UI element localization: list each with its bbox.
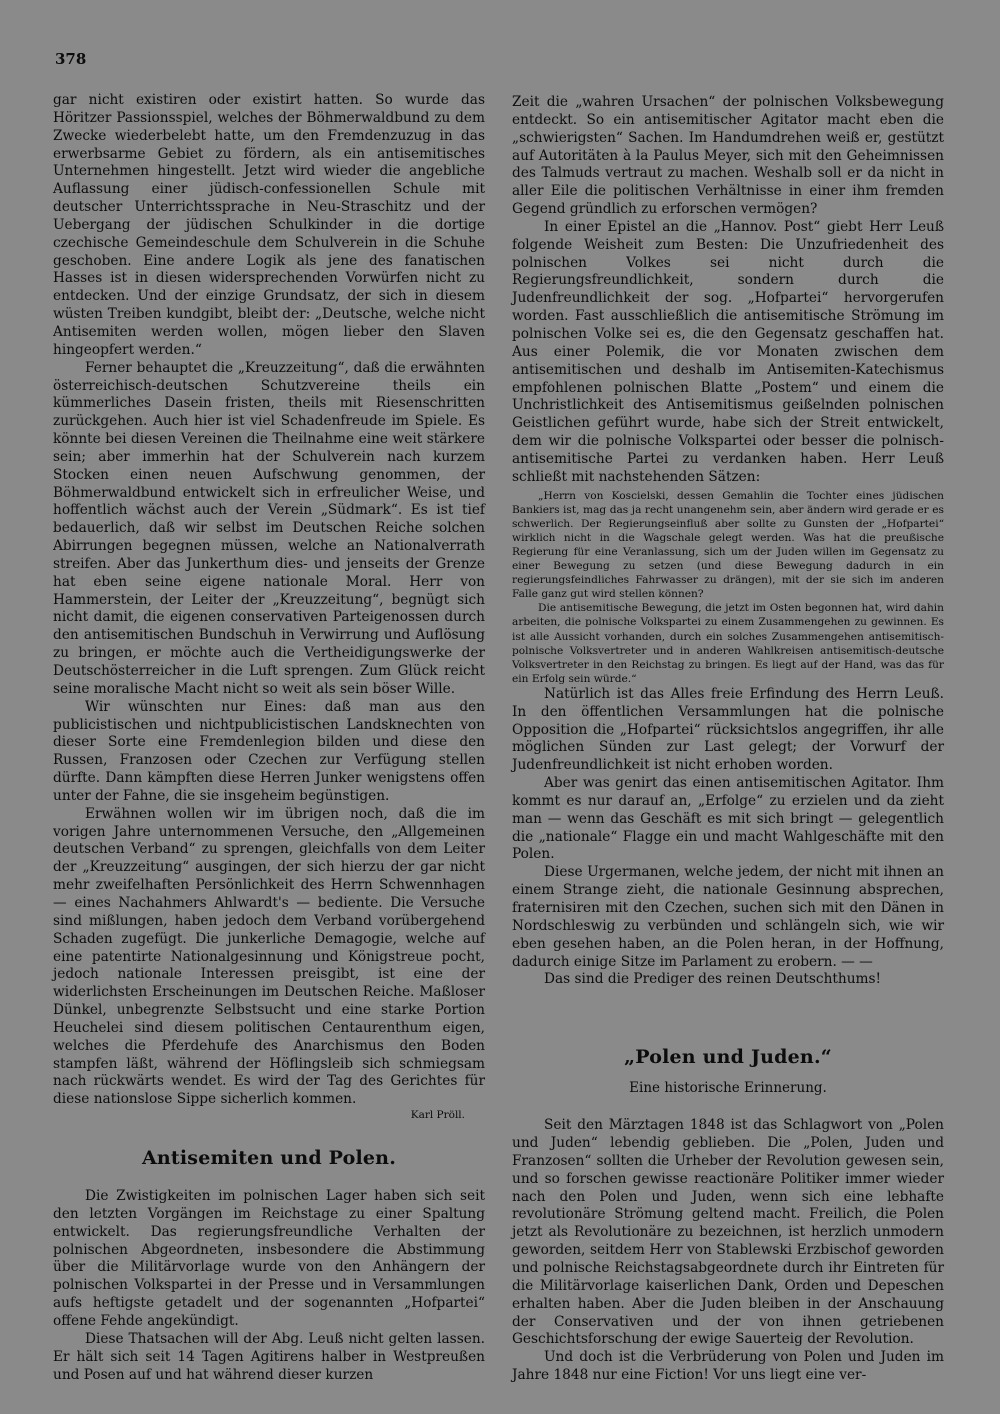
left-paragraph-3: Wir wünschten nur Eines: daß man aus den publicistischen und nichtpublicistischen Landsknechten von dieser Sorte eine Fremdenlegion bilden und diese den Russen, Franzosen oder Czechen zur Verfügung stellen dürfte. Dann kämpften diese Herren Junker wenigstens offen unter der Fahne, die sie insgeheim begünstigen. (53, 698, 485, 804)
right-column (512, 94, 944, 1385)
right-paragraph-7: Seit den Märztagen 1848 ist das Schlagwort von „Polen und Juden“ lebendig geblieben. Die „Polen, Juden und Franzosen“ sollten die Urheber der Revolution gewesen sein, und so forschen gewisse reactionäre Politiker immer wieder nach den Polen und Juden, wenn sich eine lebhafte revolutionäre Strömung geltend macht. Freilich, die Polen jetzt als Revolutionäre zu bezeichnen, ist herzlich unmodern geworden, seitdem Herr von Stablewski Erzbischof geworden und polnische Reichstagsabgeordnete durch ihr Eintreten für die Militärvorlage kaiserlichen Dank, Orden und Depeschen erhalten haben. Aber die Juden bleiben in der Anschauung der Conservativen und der von ihnen getriebenen Geschichtsforschung der ewige Sauerteig der Revolution. (512, 1117, 944, 1348)
right-paragraph-2: In einer Epistel an die „Hannov. Post“ giebt Herr Leuß folgende Weisheit zum Besten: Die Unzufriedenheit des polnischen Volkes sei nicht durch die Regierungsfreundlichkeit, sondern durch die Judenfreundlichkeit der sog. „Hofpartei“ hervorgerufen worden. Fast ausschließlich die antisemitische Strömung im polnischen Volke sei es, die den Gegensatz geschaffen hat. Aus einer Polemik, die vor Monaten zwischen dem antisemitischen und deshalb im Antisemiten-Katechismus empfohlenen polnischen Blatte „Postem“ und einem die Unchristlichkeit des Antisemitismus geißelnden polnischen Geistlichen geführt wurde, habe sich der Streit entwickelt, dem wir die polnische Volkspartei oder besser die polnisch-antisemitische Partei zu verdanken haben. Herr Leuß schließt mit nachstehenden Sätzen: (512, 218, 944, 485)
right-paragraph-4: Aber was genirt das einen antisemitischen Agitator. Ihm kommt es nur darauf an, „Erfolge“ zu erzielen und da zieht man — wenn das Geschäft es mit sich bringt — gelegentlich die „nationale“ Flagge ein und macht Wahlgeschäfte mit den Polen. (512, 775, 944, 863)
article-heading-antisemiten: Antisemiten und Polen. (141, 1147, 397, 1170)
left-paragraph-1: gar nicht existiren oder existirt hatten. So wurde das Höritzer Passionsspiel, welches der Böhmerwaldbund zu dem Zwecke wiederbelebt hatte, um den Fremdenzuzug in das erwerbsarme Gebiet zu fördern, als ein antisemitisches Unternehmen hingestellt. Jetzt wird wieder die angebliche Auflassung einer jüdisch-confessionellen Schule mit deutscher Unterrichtssprache in Neu-Straschitz und der Uebergang der jüdischen Schulkinder in die dortige czechische Gemeindeschule dem Schulverein in die Schuhe geschoben. Eine andere Logik als jene des fanatischen Hasses ist in diesen widersprechenden Vorwürfen nicht zu entdecken. Und der einzige Grundsatz, der sich in diesem wüsten Treiben kundgibt, bleibt der: „Deutsche, welche nicht Antisemiten werden wollen, mögen lieber den Slaven hingeopfert werden.“ (53, 92, 485, 358)
right-paragraph-3: Natürlich ist das Alles freie Erfindung des Herrn Leuß. In den öffentlichen Versammlungen hat die polnische Opposition die „Hofpartei“ rücksichtslos angegriffen, ihr alle möglichen Sünden zur Last gelegt; der Vorwurf der Judenfreundlichkeit ist nicht erhoben worden. (512, 685, 944, 774)
right-paragraph-6: Das sind die Prediger des reinen Deutschthums! (544, 971, 882, 988)
article-heading-polen-und-juden: „Polen und Juden.“ (624, 1046, 832, 1069)
right-paragraph-8: Und doch ist die Verbrüderung von Polen und Juden im Jahre 1848 nur eine Fiction! Vor uns liegt eine ver- (512, 1349, 944, 1384)
article-author: Karl Pröll. (410, 1109, 465, 1122)
left-paragraph-5: Die Zwistigkeiten im polnischen Lager haben sich seit den letzten Vorgängen im Reichstage zu einer Spaltung entwickelt. Das regierungsfreundliche Verhalten der polnischen Abgeordneten, insbesondere die Abstimmung über die Militärvorlage wurde von den Anhängern der polnischen Volkspartei in der Presse und in Versammlungen aufs heftigste getadelt und der sogenannten „Hofpartei“ offene Fehde angekündigt. (53, 1188, 485, 1329)
article-subheading: Eine historische Erinnerung. (629, 1080, 827, 1097)
left-paragraph-6: Diese Thatsachen will der Abg. Leuß nicht gelten lassen. Er hält sich seit 14 Tagen Agitirens halber in Westpreußen und Posen auf und hat während dieser kurzen (53, 1330, 485, 1383)
quote-paragraph-2: Die antisemitische Bewegung, die jetzt im Osten begonnen hat, wird dahin arbeiten, die polnische Volkspartei zu einem Zusammengehen zu gewinnen. Es ist alle Aussicht vorhanden, durch ein solches Zusammengehen antisemitisch-polnische Volksvertreter und in anderen Wahlkreisen antisemitisch-deutsche Volksvertreter in den Reichstag zu bringen. Es liegt auf der Hand, was das für ein Erfolg sein würde.“ (512, 602, 944, 685)
left-column (53, 92, 485, 1384)
left-paragraph-2: Ferner behauptet die „Kreuzzeitung“, daß die erwähnten österreichisch-deutschen Schutzvereine theils ein kümmerliches Dasein fristen, theils mit Riesenschritten zurückgehen. Auch hier ist viel Schadenfreude im Spiele. Es könnte bei diesen Vereinen die Theilnahme eine weit stärkere sein; aber immerhin hat der Schulverein nach kurzem Stocken einen neuen Aufschwung genommen, der Böhmerwaldbund entwickelt sich in erfreulicher Weise, und hoffentlich wächst auch der Verein „Südmark“. Es ist tief bedauerlich, daß wir selbst im Deutschen Reiche solchen Abirrungen begegnen müssen, welche an Nationalverrath streifen. Aber das Junkerthum dies- und jenseits der Grenze hat eben seine eigene nationale Moral. Herr von Hammerstein, der Leiter der „Kreuzzeitung“, begnügt sich nicht damit, die eigenen conservativen Parteigenossen durch den antisemitischen Bundschuh in Verwirrung und Auflösung zu bringen, er möchte auch die Vertheidigungswerke der Deutschösterreicher in die Luft sprengen. Zum Glück reicht seine moralische Macht nicht so weit als sein böser Wille. (53, 359, 485, 697)
quote-paragraph-1: „Herrn von Koscielski, dessen Gemahlin die Tochter eines jüdischen Bankiers ist, mag das ja recht unangenehm sein, aber ändern wird gerade er es schwerlich. Der Regierungseinfluß aber sollte zu Gunsten der „Hofpartei“ wirklich nicht in die Wagschale gelegt werden. Was hat die preußische Regierung für eine Veranlassung, sich um der Juden willen im Gegensatz zu einer Bewegung zu setzen (und diese Bewegung dadurch in ein regierungsfeindliches Fahrwasser zu drängen), mit der sie sich im anderen Falle ganz gut wird stellen können? (512, 489, 944, 601)
page-number: 378 (55, 50, 87, 68)
right-paragraph-5: Diese Urgermanen, welche jedem, der nicht mit ihnen an einem Strange zieht, die nationale Gesinnung absprechen, fraternisiren mit den Czechen, suchen sich mit den Dänen in Nordschleswig zu verbünden und schlängeln sich, wie wir eben gesehen haben, an die Polen heran, in der Hoffnung, dadurch einige Sitze im Parlament zu erobern. — — (512, 864, 944, 970)
right-paragraph-1: Zeit die „wahren Ursachen“ der polnischen Volksbewegung entdeckt. So ein antisemitischer Agitator macht eben die „schwierigsten“ Sachen. Im Handumdrehen weiß er, gestützt auf Autoritäten à la Paulus Meyer, sich mit den Geheimnissen des Talmuds vertraut zu machen. Weshalb soll er da nicht in aller Eile die politischen Verhältnisse in einer ihm fremden Gegend gründlich zu erforschen vermögen? (512, 94, 944, 218)
left-paragraph-4: Erwähnen wollen wir im übrigen noch, daß die im vorigen Jahre unternommenen Versuche, den „Allgemeinen deutschen Verband“ zu sprengen, gleichfalls von dem Leiter der „Kreuzzeitung“ ausgingen, der sich hierzu der gar nicht mehr zweifelhaften Persönlichkeit des Herrn Schwennhagen — eines Nachahmers Ahlwardt's — bediente. Die Versuche sind mißlungen, haben jedoch dem Verband vorübergehend Schaden zugefügt. Die junkerliche Demagogie, welche auf eine patentirte Nationalgesinnung und Königstreue pocht, jedoch nationale Interessen preisgibt, ist eine der widerlichsten Erscheinungen im Deutschen Reiche. Maßloser Dünkel, unbegrenzte Selbstsucht und eine starke Portion Heuchelei sind diesem politischen Centaurenthum eigen, welches die Pferdehufe des Anarchismus den Boden stampfen läßt, während der Höflingsleib sich schmiegsam nach rückwärts wendet. Es wird der Tag des Gerichtes für diese nationslose Sippe sicherlich kommen. (53, 805, 485, 1108)
